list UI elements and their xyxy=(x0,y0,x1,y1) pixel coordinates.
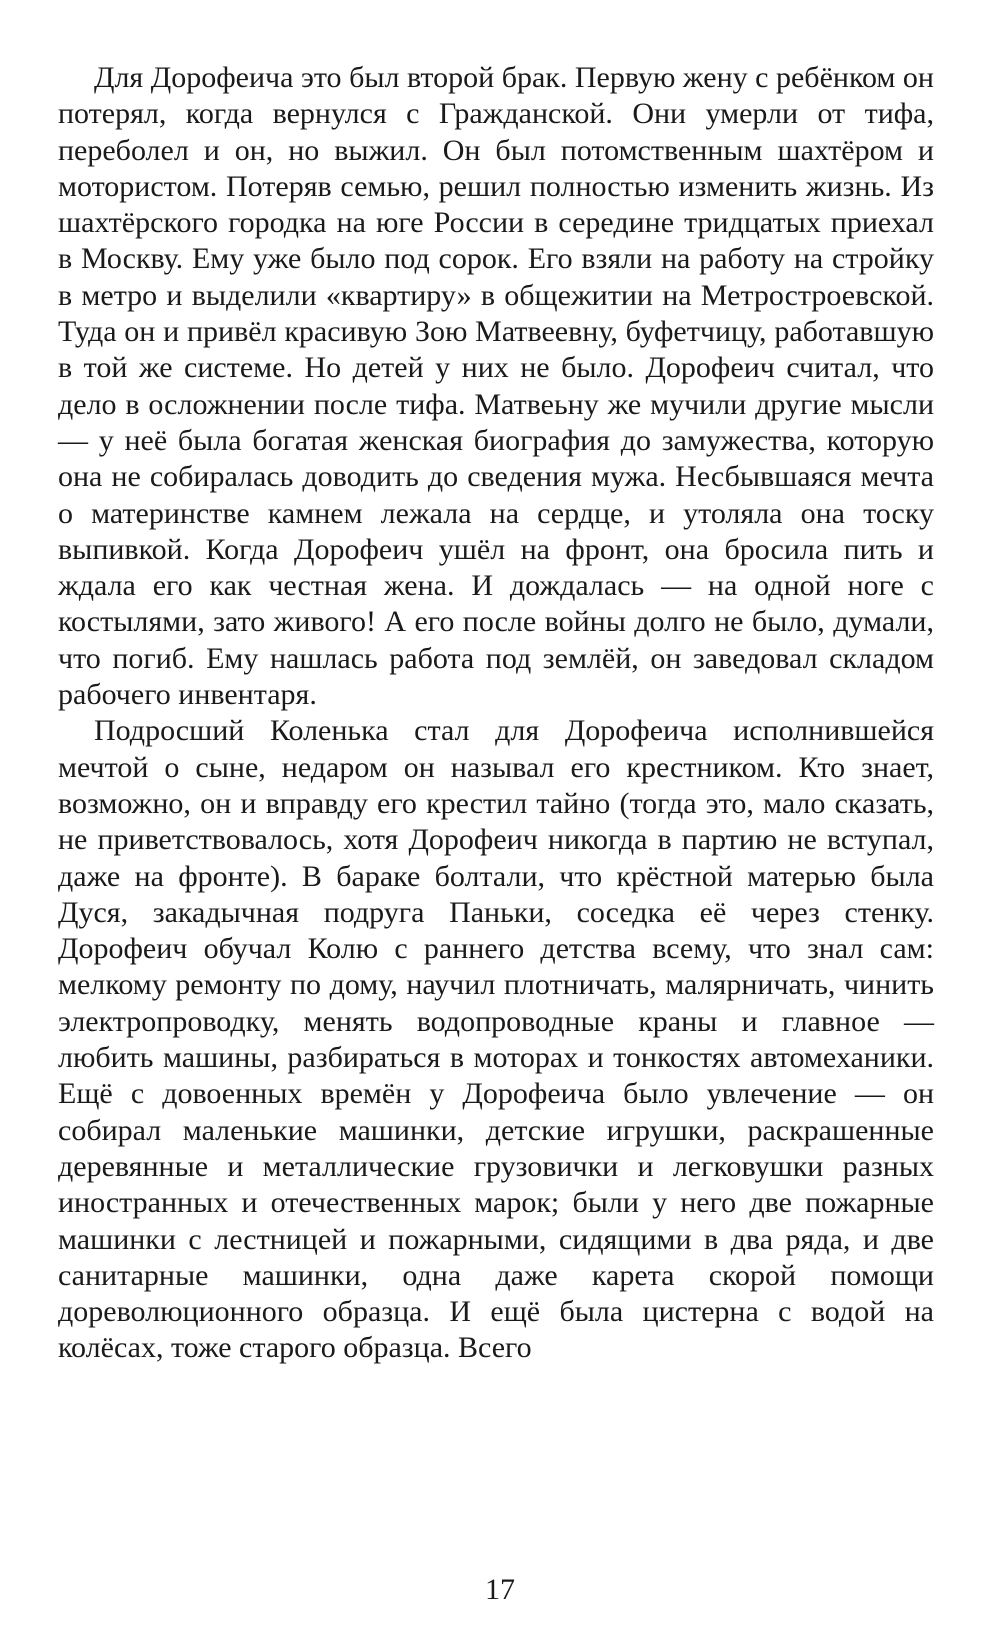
page-number: 17 xyxy=(485,1573,515,1606)
body-text xyxy=(58,60,934,1367)
paragraph-2: Подросший Коленька стал для Дорофеича исполнившейся мечтой о сыне, недаром он называл его крестником. Кто знает, возможно, он и вправду его крестил тайно (тогда это, мало сказать, не приветствовалось, хотя Дорофеич никогда в партию не вступал, даже на фронте). В бараке болтали, что крёстной матерью была Дуся, закадычная подруга Паньки, соседка её через стенку. Дорофеич обучал Колю с раннего детства всему, что знал сам: мелкому ремонту по дому, научил плотничать, малярничать, чинить электропроводку, менять водопроводные краны и главное — любить машины, разбираться в моторах и тонкостях автомеханики. Ещё с довоенных времён у Дорофеича было увлечение — он собирал маленькие машинки, детские игрушки, раскрашенные деревянные и металлические грузовички и легковушки разных иностранных и отечественных марок; были у него две пожарные машинки с лестницей и пожарными, сидящими в два ряда, и две санитарные машинки, одна даже карета скорой помощи дореволюционного образца. И ещё была цистерна с водой на колёсах, тоже старого образца. Всего xyxy=(58,714,934,1365)
paragraph-1: Для Дорофеича это был второй брак. Первую жену с ребёнком он потерял, когда вернулся с Гражданской. Они умерли от тифа, переболел и он, но выжил. Он был потомственным шахтёром и мотористом. Потеряв семью, решил полностью изменить жизнь. Из шахтёрского городка на юге России в середине тридцатых приехал в Москву. Ему уже было под сорок. Его взяли на работу на стройку в метро и выделили «квартиру» в общежитии на Метростроевской. Туда он и привёл красивую Зою Матвеевну, буфетчицу, работавшую в той же системе. Но детей у них не было. Дорофеич считал, что дело в осложнении после тифа. Матвеьну же мучили другие мысли — у неё была богатая женская биография до замужества, которую она не собиралась доводить до сведения мужа. Несбывшаяся мечта о материнстве камнем лежала на сердце, и утоляла она тоску выпивкой. Когда Дорофеич ушёл на фронт, она бросила пить и ждала его как честная жена. И дождалась — на одной ноге с костылями, зато живого! А его после войны долго не было, думали, что погиб. Ему нашлась работа под землёй, он заведовал складом рабочего инвентаря. xyxy=(58,61,934,712)
